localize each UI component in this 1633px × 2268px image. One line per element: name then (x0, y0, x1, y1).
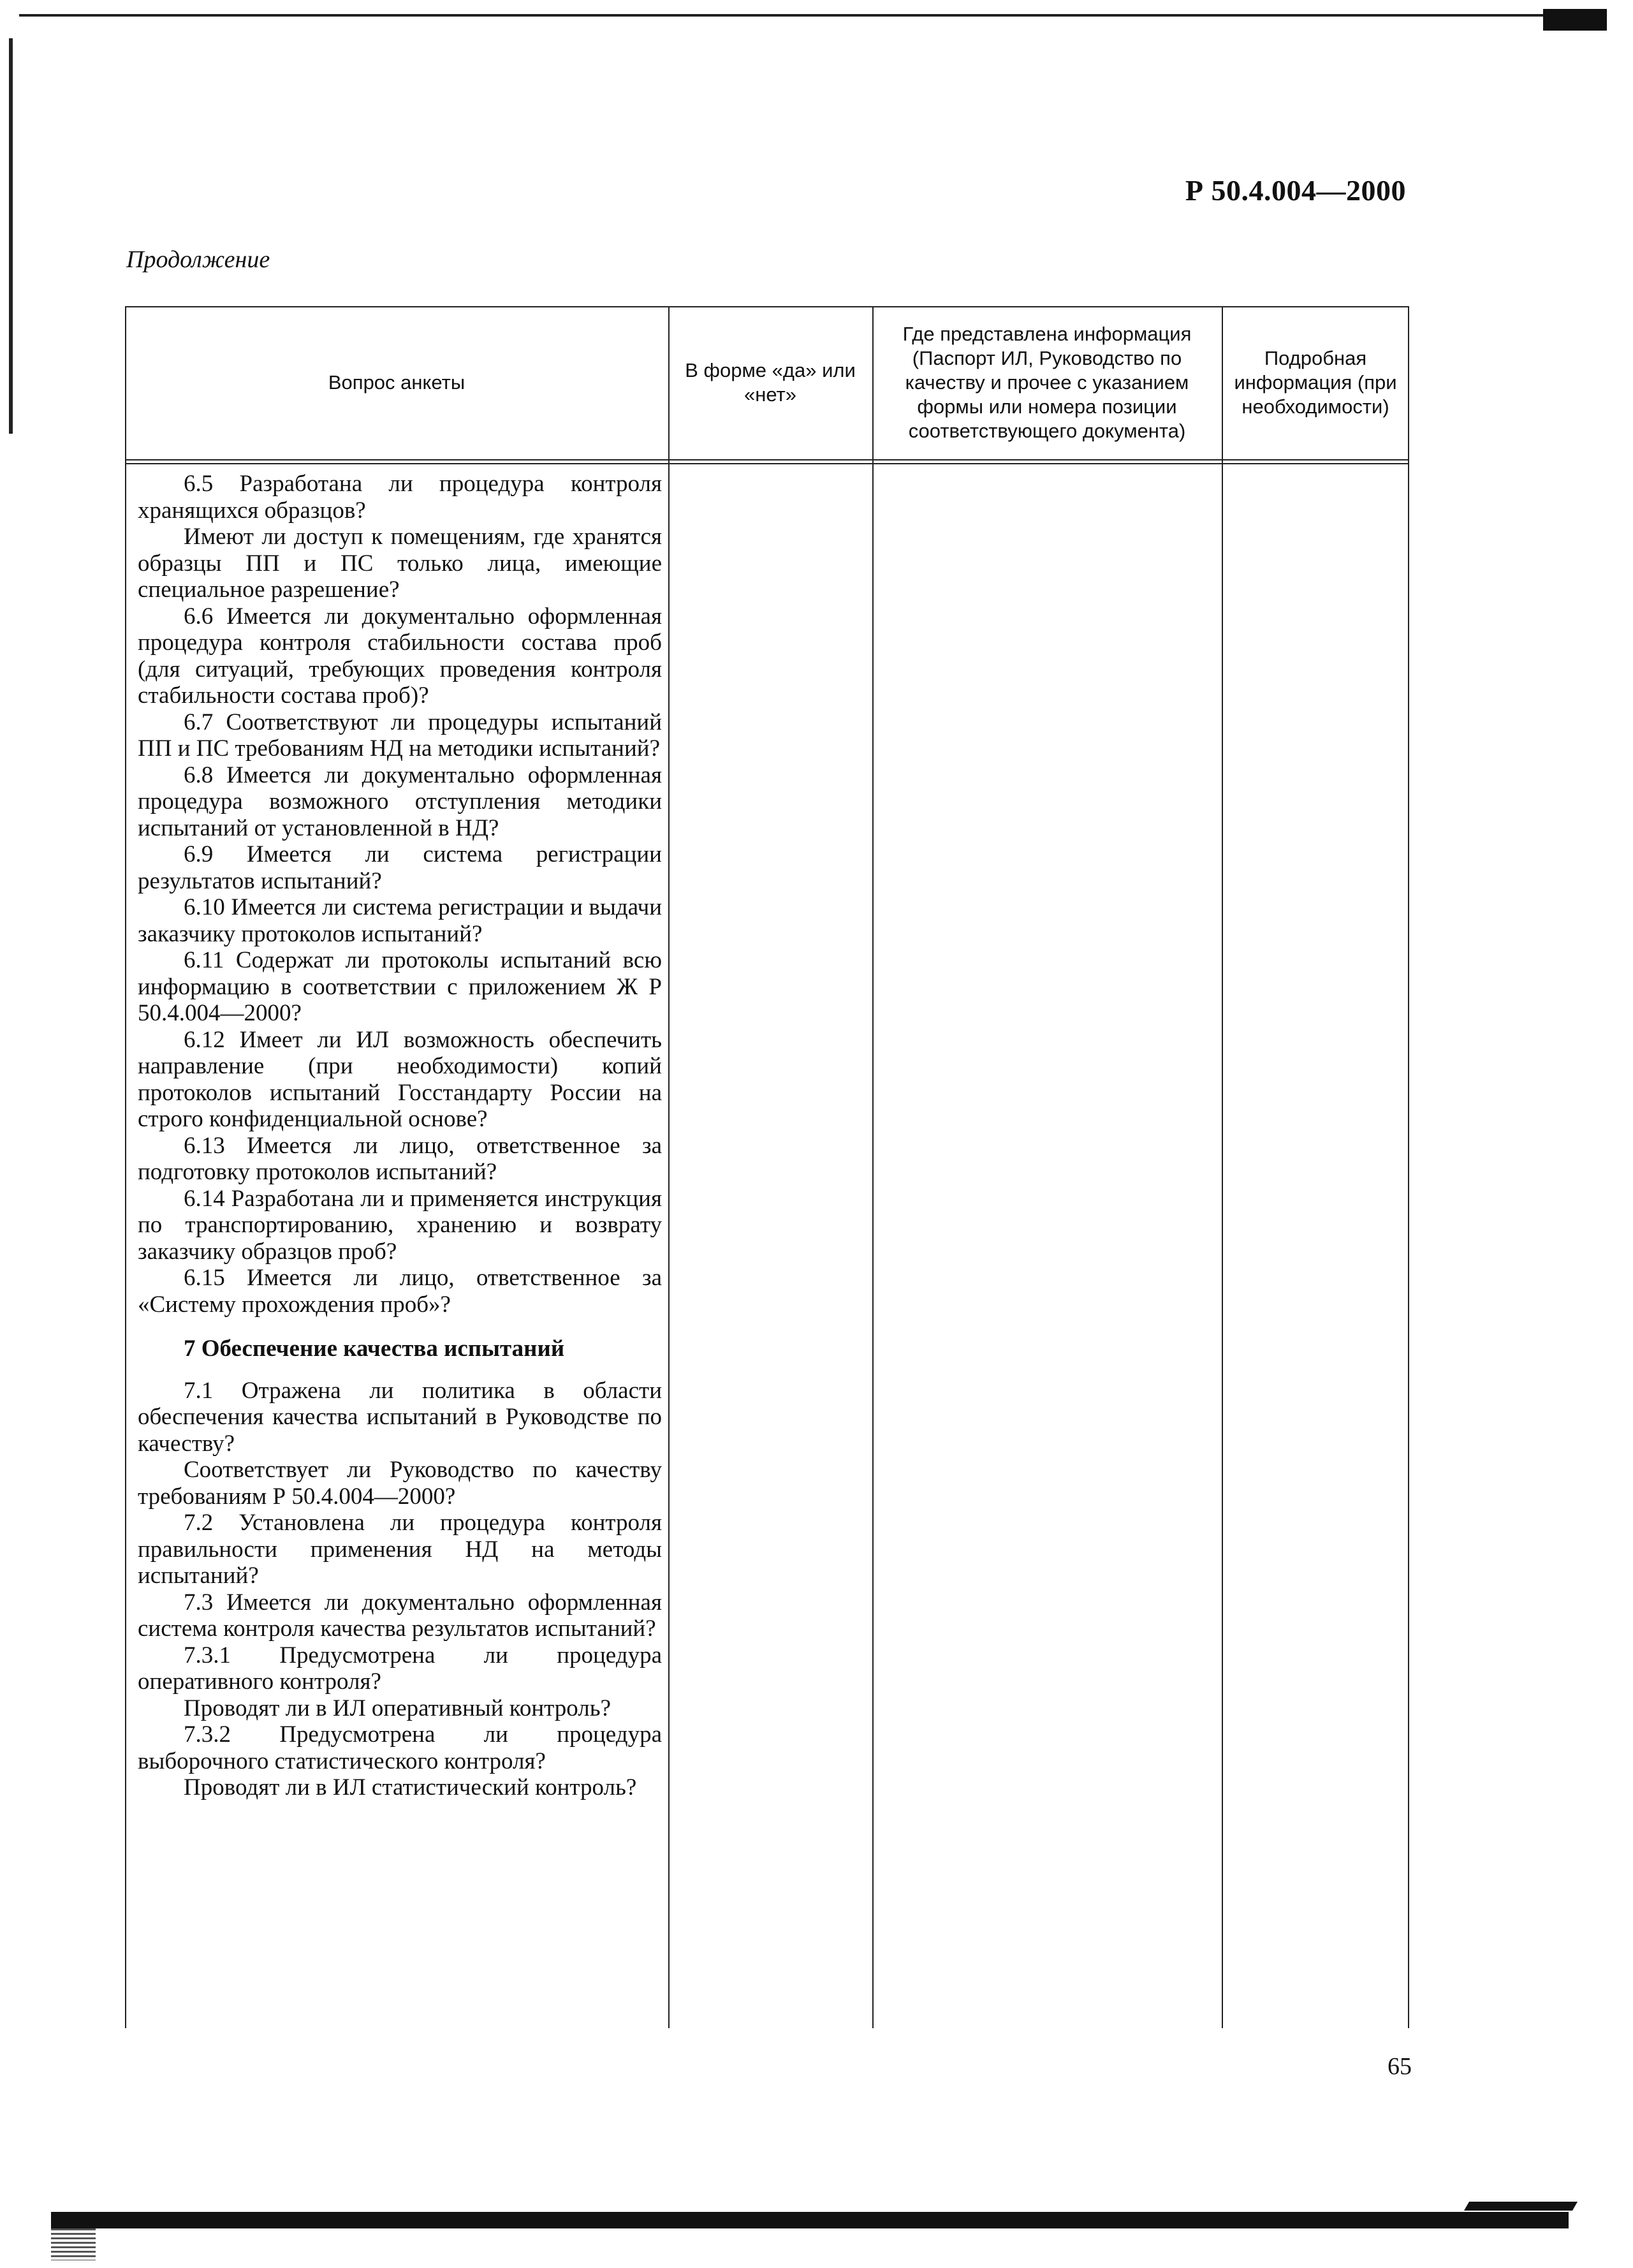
continuation-label: Продолжение (126, 246, 270, 273)
column-header-where-presented: Где представлена информация (Паспорт ИЛ, Руководство по качеству и прочее с указанием формы или номера позиции соответствующего документа) (902, 323, 1192, 442)
question-item: 7.3.1 Предусмотрена ли процедура оперативного контроля? (138, 1642, 662, 1695)
question-item: 7.1 Отражена ли политика в области обеспечения качества испытаний в Руководстве по качеству? (138, 1377, 662, 1457)
question-item: 7.2 Установлена ли процедура контроля правильности применения НД на методы испытаний? (138, 1510, 662, 1589)
table-divider-1 (668, 306, 670, 2028)
question-column-body (138, 471, 662, 1801)
table-header-border (125, 459, 1409, 464)
question-item: 6.9 Имеется ли система регистрации результатов испытаний? (138, 841, 662, 894)
scan-edge-top (19, 14, 1562, 17)
question-item: 6.11 Содержат ли протоколы испытаний всю информацию в соответствии с приложением Ж Р 50.4.004—2000? (138, 947, 662, 1026)
section-heading: 7 Обеспечение качества испытаний (184, 1336, 565, 1362)
scan-edge-bottom-tail (1464, 2202, 1578, 2211)
column-header-question: Вопрос анкеты (328, 371, 465, 394)
table-border-right (1408, 306, 1409, 2028)
question-item: 6.8 Имеется ли документально оформленная процедура возможного отступления методики испытаний от установленной в НД? (138, 762, 662, 841)
question-item: Проводят ли в ИЛ статистический контроль? (184, 1774, 637, 1800)
scan-edge-bottom (51, 2212, 1569, 2228)
scan-edge-left (9, 38, 13, 434)
question-item: 6.14 Разработана ли и применяется инструкция по транспортированию, хранению и возврату заказчику образцов проб? (138, 1185, 662, 1265)
question-item: 6.6 Имеется ли документально оформленная процедура контроля стабильности состава проб (для ситуаций, требующих проведения контроля стабильности состава проб)? (138, 603, 662, 709)
question-item: 6.13 Имеется ли лицо, ответственное за подготовку протоколов испытаний? (138, 1132, 662, 1185)
document-code: Р 50.4.004—2000 (1185, 174, 1406, 207)
table-border-left (125, 306, 126, 2028)
column-header-yes-no: В форме «да» или «нет» (685, 359, 856, 406)
scan-edge-top-right (1543, 9, 1607, 31)
column-header-details: Подробная информация (при необходимости) (1234, 347, 1397, 418)
question-item: 6.5 Разработана ли процедура контроля хранящихся образцов? (138, 471, 662, 524)
question-item: 6.7 Соответствуют ли процедуры испытаний ПП и ПС требованиям НД на методики испытаний? (138, 709, 662, 762)
question-item: 7.3 Имеется ли документально оформленная система контроля качества результатов испытаний? (138, 1589, 662, 1642)
questionnaire-table (125, 306, 1409, 2028)
table-divider-3 (1222, 306, 1223, 2028)
question-item: 6.15 Имеется ли лицо, ответственное за «Систему прохождения проб»? (138, 1265, 662, 1318)
question-item: 7.3.2 Предусмотрена ли процедура выборочного статистического контроля? (138, 1721, 662, 1774)
question-item: Проводят ли в ИЛ оперативный контроль? (184, 1695, 611, 1721)
table-divider-2 (872, 306, 874, 2028)
question-item: Соответствует ли Руководство по качеству требованиям Р 50.4.004—2000? (138, 1457, 662, 1510)
question-item: 6.10 Имеется ли система регистрации и выдачи заказчику протоколов испытаний? (138, 894, 662, 947)
scan-edge-bottom-left (51, 2228, 96, 2260)
question-item: 6.12 Имеет ли ИЛ возможность обеспечить направление (при необходимости) копий протоколов испытаний Госстандарту России на строго конфиденциальной основе? (138, 1026, 662, 1132)
page-number: 65 (1388, 2053, 1412, 2080)
question-item: Имеют ли доступ к помещениям, где хранятся образцы ПП и ПС только лица, имеющие специальное разрешение? (138, 524, 662, 603)
